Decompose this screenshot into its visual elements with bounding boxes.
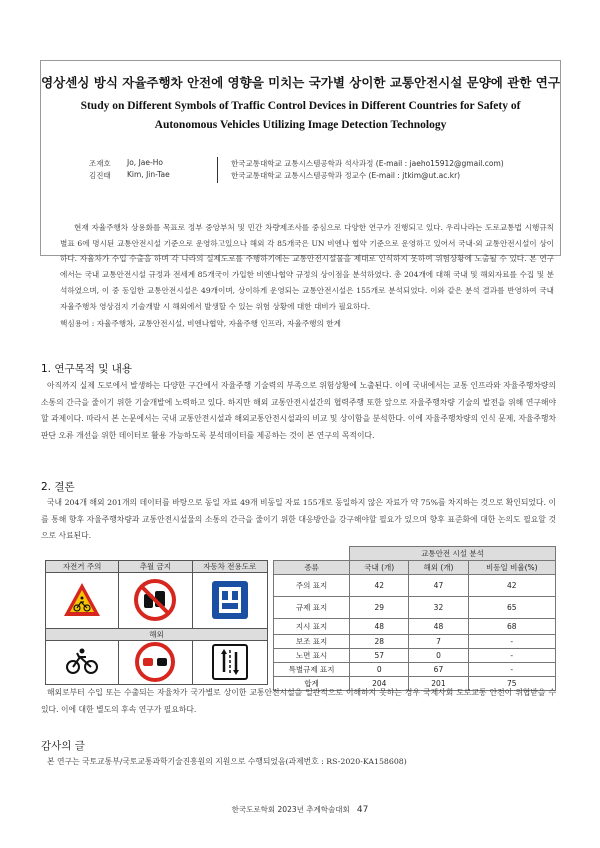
author-name-kr: 김진태 bbox=[89, 171, 111, 180]
stats-cell: 28 bbox=[350, 635, 409, 649]
abstract-text: 현재 자율주행차 상용화를 목표로 정부 중앙부처 및 민간 차량제조사를 중심으로 다양한 연구가 진행되고 있다. 우리나라는 도로교통법 시행규칙 별표 6에 명시된 교통안전시설 기준으로 운영하고있으나 해외 각 85개국은 UN 비엔나 협약 기준으로 운영하고 있어서 국내·외 교통안전시설이 상이하다. 자율차가 수입 수출을 하며 각 나라의 실제도로를 주행하기에는 교통안전시설물을 제대로 인식하지 못하여 위험상황에 노출될 수 있다. 본 연구에서는 국내 교통안전시설 규정과 전세계 85개국이 가입한 비엔나협약 규정의 상이점을 분석하였다. 총 204개에 대해 국내 및 해외자료를 수집 및 분석하였으며, 이 중 동일한 교통안전시설은 49개이며, 상이하게 운영되는 교통안전시설은 155개로 분석되었다. 이와 같은 분석 결과를 반영하여 국내 자율주행차 영상검지 기술개발 시 해외에서 발생할 수 있는 위험 상황에 대한 대비가 필요하다. bbox=[60, 223, 554, 311]
stats-cell: 특별규제 표지 bbox=[274, 663, 350, 677]
stats-cell: 주의 표지 bbox=[274, 575, 350, 597]
sign-comparison-table bbox=[45, 560, 268, 685]
table-row bbox=[274, 649, 556, 663]
domestic-bicycle-warning-icon bbox=[62, 581, 102, 619]
stats-header-ratio: 비동일 비율(%) bbox=[468, 561, 555, 575]
keywords: 핵심용어 : 자율주행차, 교통안전시설, 비엔나협약, 자율주행 인프라, 자율주행의 한계 bbox=[60, 319, 341, 329]
author-row bbox=[41, 158, 560, 170]
stats-cell: 규제 표지 bbox=[274, 597, 350, 619]
stats-header-overseas: 해외 (개) bbox=[409, 561, 468, 575]
table-row bbox=[274, 575, 556, 597]
footer-conference: 한국도로학회 2023년 추계학술대회 bbox=[231, 805, 350, 814]
english-title-line2: Autonomous Vehicles Utilizing Image Detection Technology bbox=[154, 119, 447, 131]
domestic-bicycle-sign bbox=[46, 573, 119, 629]
english-title bbox=[41, 97, 560, 135]
sign-header-motorway: 자동차 전용도로 bbox=[192, 561, 268, 573]
stats-cell: 67 bbox=[409, 663, 468, 677]
domestic-no-overtaking-icon bbox=[134, 579, 176, 621]
stats-cell: 0 bbox=[350, 663, 409, 677]
author-affiliation: 한국교통대학교 교통시스템공학과 정교수 (E-mail : jtkim@ut.ac.kr) bbox=[231, 171, 461, 180]
domestic-no-overtaking-sign bbox=[119, 573, 192, 629]
acknowledgement-heading: 감사의 글 bbox=[41, 740, 85, 752]
overseas-label: 해외 bbox=[46, 629, 268, 641]
overseas-bicycle-icon bbox=[64, 647, 100, 677]
stats-table-title: 교통안전 시설 분석 bbox=[350, 547, 556, 561]
page-footer bbox=[0, 804, 600, 815]
sign-header-bicycle: 자전거 주의 bbox=[46, 561, 119, 573]
overseas-motorway-sign bbox=[192, 641, 268, 685]
stats-cell: 지시 표지 bbox=[274, 619, 350, 635]
author-name-en: Kim, Jin-Tae bbox=[127, 170, 170, 179]
overseas-motorway-icon bbox=[211, 643, 249, 681]
table-blank-cell bbox=[274, 547, 350, 561]
author-row bbox=[41, 170, 560, 182]
author-name-kr: 조재호 bbox=[89, 159, 111, 168]
sign-header-no-overtaking: 추월 금지 bbox=[119, 561, 192, 573]
author-name-en: Jo, Jae-Ho bbox=[127, 158, 163, 167]
stats-cell: - bbox=[468, 635, 555, 649]
stats-cell: 204 bbox=[350, 677, 409, 691]
stats-cell: 보조 표지 bbox=[274, 635, 350, 649]
english-title-line1: Study on Different Symbols of Traffic Control Devices in Different Countries for Safety of bbox=[80, 100, 521, 112]
stats-cell: 7 bbox=[409, 635, 468, 649]
table-row bbox=[274, 619, 556, 635]
stats-cell: 42 bbox=[468, 575, 555, 597]
stats-cell: 47 bbox=[409, 575, 468, 597]
section1-text: 아직까지 실제 도로에서 발생하는 다양한 구간에서 자율주행 기술력의 부족으로 위험상황에 노출된다. 이에 국내에서는 교통 인프라와 자율주행차량의 소통의 간극을 줄이기 위한 기술개발에 노력하고 있다. 하지만 해외 교통안전시설간의 협력주행 또한 앞으로 자율주행차량 기술의 발전을 위해 연구해야할 과제이다. 따라서 본 논문에서는 국내 교통안전시설과 해외교통안전시설과의 비교 및 상이함을 분석한다. 이에 자율주행차량의 인식 문제, 자율주행차 판단 오류 개선을 위한 데이터로 활용 가능하도록 분석데이터를 제공하는 것이 본 연구의 목적이다. bbox=[41, 381, 556, 440]
acknowledgement-text: 본 연구는 국토교통부/국토교통과학기술진흥원의 지원으로 수행되었음(과제번호 : RS-2020-KA158608) bbox=[47, 757, 407, 766]
stats-cell: 201 bbox=[409, 677, 468, 691]
overseas-no-overtaking-sign bbox=[119, 641, 192, 685]
stats-cell: 65 bbox=[468, 597, 555, 619]
stats-cell: 합계 bbox=[274, 677, 350, 691]
page-number: 47 bbox=[356, 805, 369, 815]
conclusion-followup-text: 해외로부터 수입 또는 수출되는 자율차가 국가별로 상이한 교통안전시설을 일관적으로 이해하지 못하는 경우 국제사회 도로교통 안전이 위협받을 수 있다. 이에 대한 별도의 후속 연구가 필요하다. bbox=[41, 688, 556, 714]
stats-cell: - bbox=[468, 663, 555, 677]
domestic-motorway-icon bbox=[210, 579, 250, 621]
stats-cell: 48 bbox=[350, 619, 409, 635]
stats-cell: 29 bbox=[350, 597, 409, 619]
facility-analysis-table bbox=[273, 546, 556, 691]
stats-cell: 32 bbox=[409, 597, 468, 619]
section2-text: 국내 204개 해외 201개의 데이터를 바탕으로 동일 자료 49개 비동일 자료 155개로 동일하지 않은 자료가 약 75%를 차지하는 것으로 확인되었다. 이를 통해 향후 자율주행차량과 교통안전시설물의 소통의 간극을 줄이기 위한 대응방안을 강구해야할 필요가 있으며 향후 표준화에 대한 논의도 필요할 것으로 사료된다. bbox=[41, 498, 556, 540]
stats-cell: 42 bbox=[350, 575, 409, 597]
stats-header-type: 종류 bbox=[274, 561, 350, 575]
stats-cell: 노면 표시 bbox=[274, 649, 350, 663]
stats-cell: 48 bbox=[409, 619, 468, 635]
table-row bbox=[274, 597, 556, 619]
overseas-no-overtaking-icon bbox=[135, 642, 175, 682]
table-row bbox=[274, 635, 556, 649]
stats-header-domestic: 국내 (개) bbox=[350, 561, 409, 575]
stats-cell: 75 bbox=[468, 677, 555, 691]
author-affiliation: 한국교통대학교 교통시스템공학과 석사과정 (E-mail : jaeho15912@gmail.com) bbox=[231, 159, 504, 168]
korean-title: 영상센싱 방식 자율주행차 안전에 영향을 미치는 국가별 상이한 교통안전시설 문양에 관한 연구 bbox=[41, 75, 560, 90]
section1-heading: 1. 연구목적 및 내용 bbox=[41, 363, 133, 375]
stats-cell: - bbox=[468, 649, 555, 663]
stats-cell: 0 bbox=[409, 649, 468, 663]
overseas-bicycle-sign bbox=[46, 641, 119, 685]
stats-cell: 68 bbox=[468, 619, 555, 635]
stats-cell: 57 bbox=[350, 649, 409, 663]
domestic-motorway-sign bbox=[192, 573, 268, 629]
section2-heading: 2. 결론 bbox=[41, 481, 75, 493]
abstract bbox=[60, 220, 554, 332]
table-row bbox=[274, 663, 556, 677]
